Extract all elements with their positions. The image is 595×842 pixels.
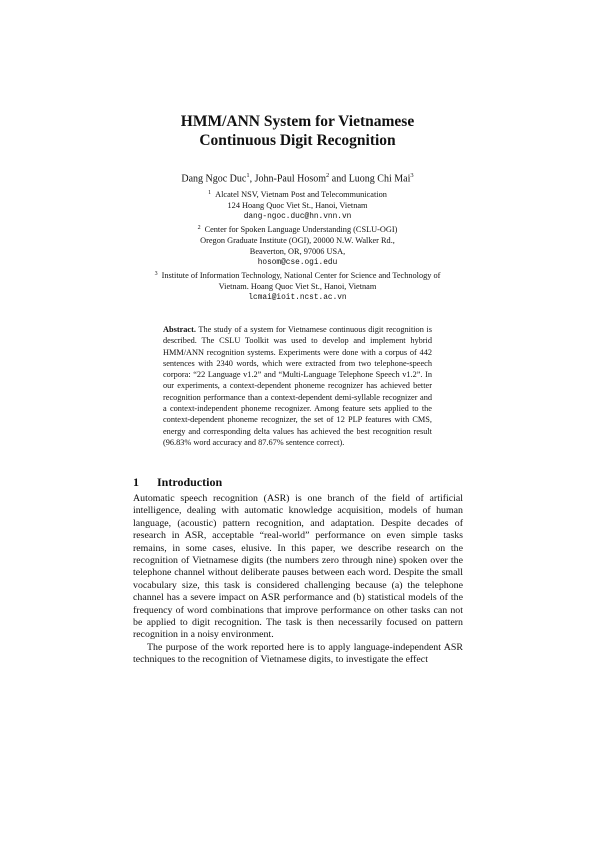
affiliation-line: Oregon Graduate Institute (OGI), 20000 N.W. Walker Rd., xyxy=(200,236,395,246)
affiliation-email: hosom@cse.ogi.edu xyxy=(257,258,338,267)
paper-title-line-1: HMM/ANN System for Vietnamese xyxy=(180,113,415,130)
affiliation-number: 1 xyxy=(208,190,212,196)
affiliation-mark: 2 xyxy=(326,172,330,179)
paper-title-line-2: Continuous Digit Recognition xyxy=(199,132,396,149)
paragraph: Automatic speech recognition (ASR) is one branch of the field of artificial intelligence, dealing with automatic knowledge acquisition, models of human language, (acoustic) pattern recognition, and adaptation. Despite decades of research in ASR, acceptable “real-world” performance on even simple tasks remains, in some cases, elusive. In this paper, we describe research on the recognition of Vietnamese digits (the numbers zero through nine) spoken over the telephone channel without deliberate pauses between each word. Despite the small vocabulary size, this task is considered challenging because (a) the telephone channel has a severe impact on ASR performance and (b) statistical models of the frequency of word combinations that improve performance on other tasks can not be applied to digit recognition. The task is then necessarily focused on pattern recognition in a noisy environment. xyxy=(133,493,463,641)
author-separator: , xyxy=(249,173,255,185)
author-separator: and xyxy=(329,173,349,185)
affiliation-number: 3 xyxy=(154,271,158,278)
affiliation-mark: 3 xyxy=(410,172,414,179)
abstract xyxy=(163,324,432,448)
body-text xyxy=(133,493,463,667)
affiliation-number: 2 xyxy=(197,224,201,231)
author-name: Dang Ngoc Duc xyxy=(181,173,247,185)
section-number: 1 xyxy=(133,475,139,489)
paragraph: The purpose of the work reported here is to apply language-independent ASR techniques to the recognition of Vietnamese digits, to investigate the effect xyxy=(133,641,463,666)
affiliation-3 xyxy=(125,269,470,304)
author-name: John-Paul Hosom xyxy=(254,173,326,185)
affiliation-line: Beaverton, OR, 97006 USA, xyxy=(249,247,346,257)
affiliation-2 xyxy=(125,223,470,269)
affiliation-email: dang-ngoc.duc@hn.vnn.vn xyxy=(243,212,352,221)
section-heading xyxy=(133,475,463,489)
abstract-label: Abstract. xyxy=(163,325,196,334)
affiliations xyxy=(125,188,470,304)
affiliation-line: Alcatel NSV, Vietnam Post and Telecommunication xyxy=(215,190,387,199)
author-name: Luong Chi Mai xyxy=(348,173,411,185)
section-title: Introduction xyxy=(157,475,223,489)
author-list xyxy=(0,170,595,185)
affiliation-line: Vietnam. Hoang Quoc Viet St., Hanoi, Vietnam xyxy=(218,282,377,292)
affiliation-line: Institute of Information Technology, National Center for Science and Technology of xyxy=(161,271,441,281)
affiliation-email: lcmai@ioit.ncst.ac.vn xyxy=(248,293,347,302)
affiliation-line: 124 Hoang Quoc Viet St., Hanoi, Vietnam xyxy=(227,201,368,211)
abstract-text: The study of a system for Vietnamese continuous digit recognition is described. The CSLU Toolkit was used to develop and implement hybrid HMM/ANN recognition systems. Experiments were done with a corpus of 442 sentences with 2340 words, which were extracted from two telephone-speech corpora: “22 Language v1.2” and “Multi-Language Telephone Speech v1.2”. In our experiments, a context-dependent phoneme recognizer has achieved better recognition performance than a context-dependent demi-syllable recognizer and a context-independent phoneme recognizer. Among feature sets applied to the context-dependent phoneme recognizer, the set of 12 PLP features with CMS, energy and corresponding delta values has achieved the best recognition result (96.83% word accuracy and 87.67% sentence correct). xyxy=(163,325,432,447)
affiliation-line: Center for Spoken Language Understanding (CSLU-OGI) xyxy=(204,224,398,234)
affiliation-mark: 1 xyxy=(246,172,250,179)
affiliation-1 xyxy=(125,188,470,223)
